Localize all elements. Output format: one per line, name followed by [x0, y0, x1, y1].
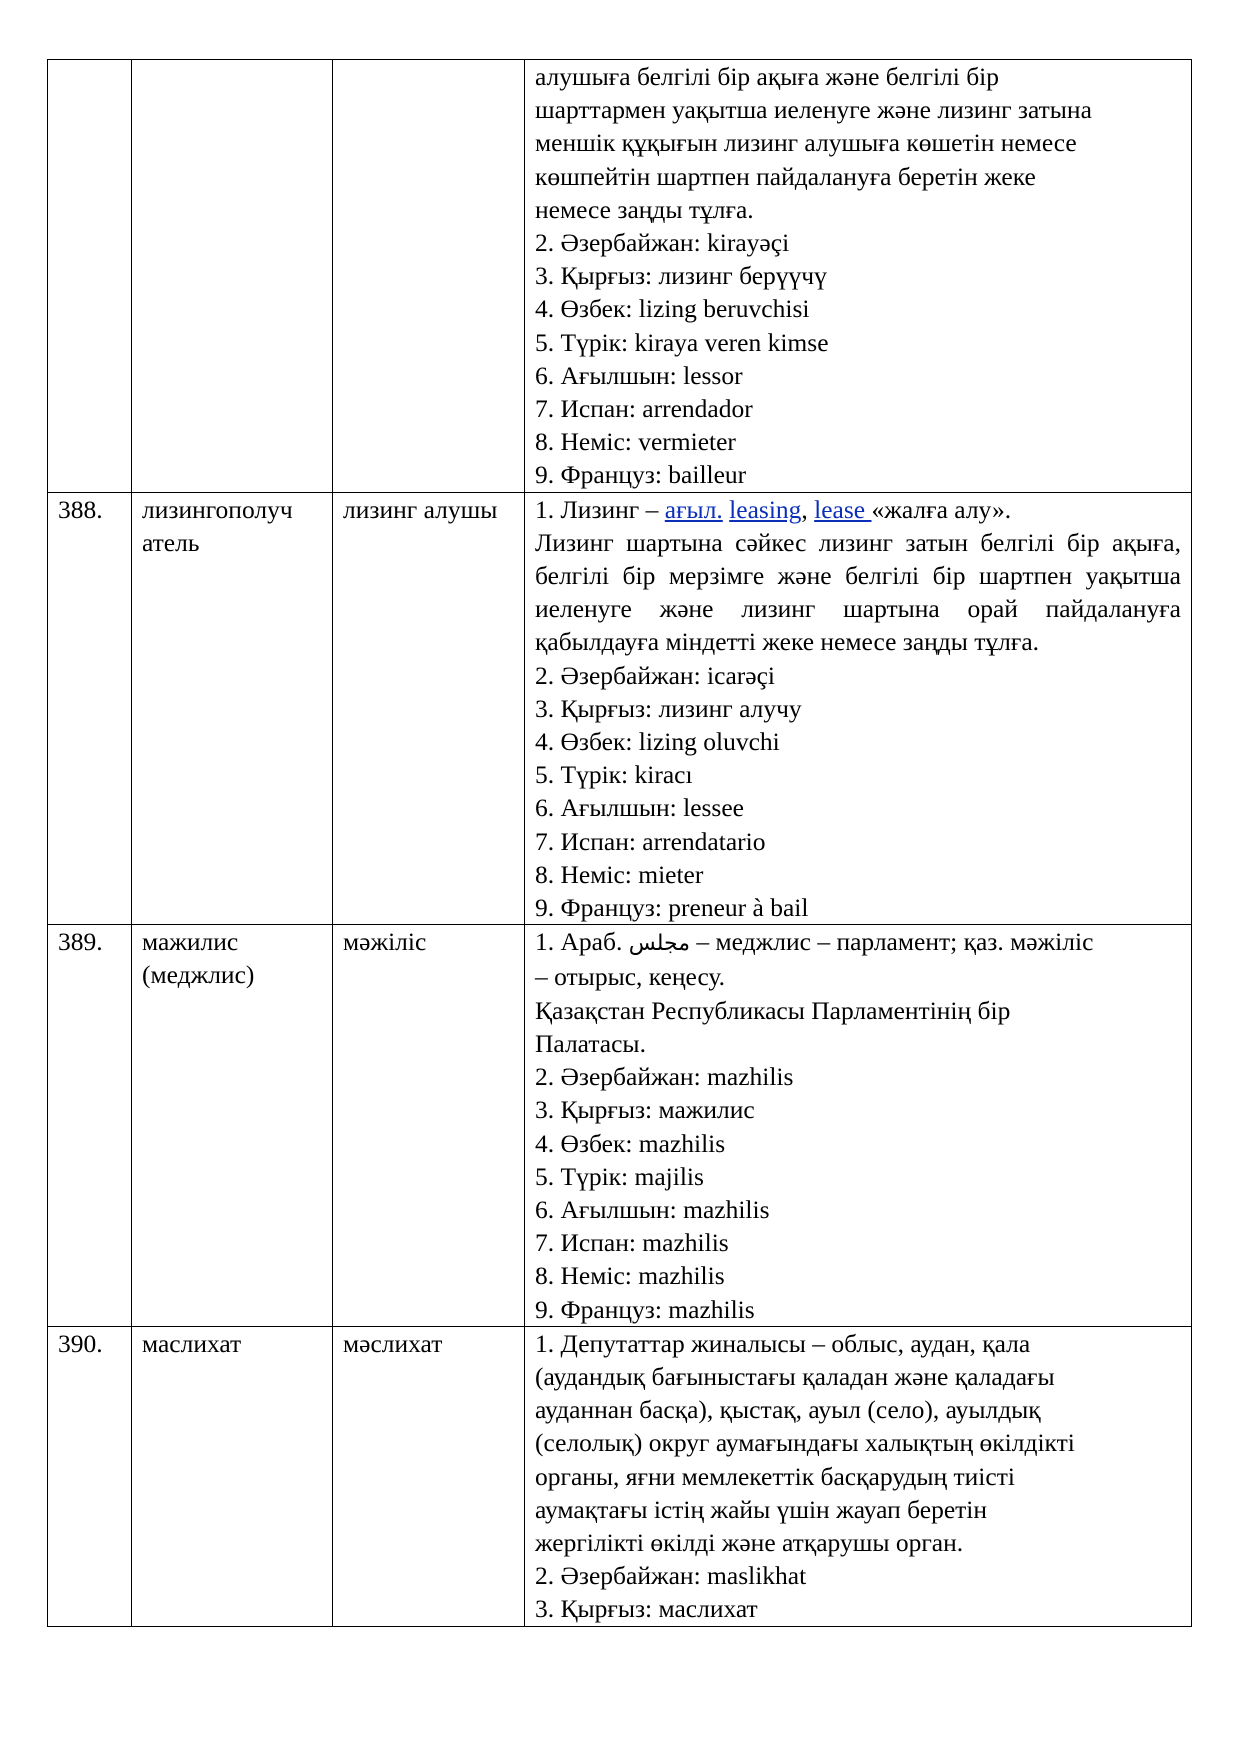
entry-number: 388. [48, 492, 132, 925]
translation-line: 5. Түрік: majilis [535, 1161, 704, 1191]
translation-line: 3. Қырғыз: мажилис [535, 1095, 755, 1125]
translation-line: 2. Әзербайжан: maslikhat [535, 1561, 807, 1591]
translation-line: 9. Француз: bailleur [535, 460, 747, 490]
definition-cell [525, 60, 1192, 493]
dictionary-table [47, 59, 1192, 1627]
term-russian: маслихат [132, 1326, 333, 1626]
etymology-comma: , [801, 494, 815, 524]
link-leasing[interactable]: leasing [729, 494, 802, 524]
term-russian: мажилис (меджлис) [132, 925, 333, 1326]
definition-line: ауданнан басқа), қыстақ, ауыл (село), ауылдық [535, 1395, 1041, 1425]
translation-line: 3. Қырғыз: маслихат [535, 1594, 758, 1624]
translation-line: 9. Француз: mazhilis [535, 1294, 755, 1324]
etymology-line [535, 493, 1181, 526]
translation-line: 3. Қырғыз: лизинг берүүчү [535, 261, 827, 291]
entry-number: 389. [48, 925, 132, 1326]
translation-line: 8. Неміс: vermieter [535, 427, 736, 457]
table-row [48, 925, 1192, 1326]
translation-line: 2. Әзербайжан: mazhilis [535, 1062, 794, 1092]
term-kazakh [333, 60, 525, 493]
translation-line: 7. Испан: arrendador [535, 394, 753, 424]
translation-line: 4. Өзбек: lizing oluvchi [535, 727, 780, 757]
translation-line: 5. Түрік: kiraya veren kimse [535, 327, 829, 357]
definition-line: 1. Депутаттар жиналысы – облыс, аудан, қала [535, 1328, 1031, 1358]
definition-line: Палатасы. [535, 1028, 646, 1058]
definition-line: меншік құқығын лизинг алушыға көшетін немесе [535, 128, 1077, 158]
translation-line: 8. Неміс: mieter [535, 859, 704, 889]
definition-line: аумақтағы істің жайы үшін жауап беретін [535, 1494, 988, 1524]
etymology-line [535, 925, 1181, 960]
definition-line: (селолық) округ аумағындағы халықтың өкілдікті [535, 1428, 1075, 1458]
entry-number: 390. [48, 1326, 132, 1626]
translation-line: 2. Әзербайжан: icarəçi [535, 660, 775, 690]
link-lease[interactable]: lease [814, 494, 872, 524]
definition-paragraph: Лизинг шартына сәйкес лизинг затын белгілі бір ақыға, белгілі бір мерзімге және белгілі бір шартпен уақытша иеленуге және лизинг шартына орай пайдалануға қабылдауға міндетті жеке немесе заңды тұлға. [535, 527, 1181, 657]
etymology-line: – отырыс, кеңесу. [535, 962, 725, 992]
definition-cell [525, 1326, 1192, 1626]
translation-line: 2. Әзербайжан: kirayəçi [535, 228, 790, 258]
translation-line: 3. Қырғыз: лизинг алучу [535, 693, 802, 723]
term-russian [132, 60, 333, 493]
arabic-word: مجلس [628, 931, 691, 957]
translation-line: 4. Өзбек: lizing beruvchisi [535, 294, 810, 324]
translation-line: 5. Түрік: kiracı [535, 760, 693, 790]
entry-number [48, 60, 132, 493]
translation-line: 9. Француз: preneur à bail [535, 893, 809, 923]
etymology-prefix: 1. Араб. [535, 927, 629, 957]
definition-line: алушыға белгілі бір ақыға және белгілі бір [535, 62, 1000, 91]
translation-line: 8. Неміс: mazhilis [535, 1261, 725, 1291]
translation-line: 7. Испан: mazhilis [535, 1228, 729, 1258]
term-kazakh: мәжіліс [333, 925, 525, 1326]
term-kazakh: мәслихат [333, 1326, 525, 1626]
definition-line: Қазақстан Республикасы Парламентінің бір [535, 995, 1011, 1025]
etymology-rest: – меджлис – парламент; қаз. мәжіліс [690, 927, 1094, 957]
term-kazakh: лизинг алушы [333, 492, 525, 925]
table-row [48, 492, 1192, 925]
etymology-suffix: «жалға алу». [871, 494, 1012, 524]
translation-line: 6. Ағылшын: mazhilis [535, 1194, 770, 1224]
translation-line: 4. Өзбек: mazhilis [535, 1128, 726, 1158]
translation-line: 7. Испан: arrendatario [535, 826, 766, 856]
definition-cell [525, 492, 1192, 925]
translation-line: 6. Ағылшын: lessor [535, 360, 743, 390]
definition-line: көшпейтін шартпен пайдалануға беретін жеке [535, 161, 1036, 191]
definition-line: немесе заңды тұлға. [535, 194, 754, 224]
definition-line: органы, яғни мемлекеттік басқарудың тиісті [535, 1461, 1015, 1491]
definition-line: (аудандық бағыныстағы қаладан және қаладағы [535, 1361, 1055, 1391]
table-row [48, 60, 1192, 493]
link-english-abbr[interactable]: ағыл. [664, 494, 723, 524]
table-row [48, 1326, 1192, 1626]
definition-line: жергілікті өкілді және атқарушы орган. [535, 1527, 964, 1557]
term-russian: лизингополуч атель [132, 492, 333, 925]
translation-line: 6. Ағылшын: lessee [535, 793, 744, 823]
definition-cell [525, 925, 1192, 1326]
definition-line: шарттармен уақытша иеленуге және лизинг затына [535, 95, 1092, 125]
etymology-prefix: 1. Лизинг – [535, 494, 665, 524]
